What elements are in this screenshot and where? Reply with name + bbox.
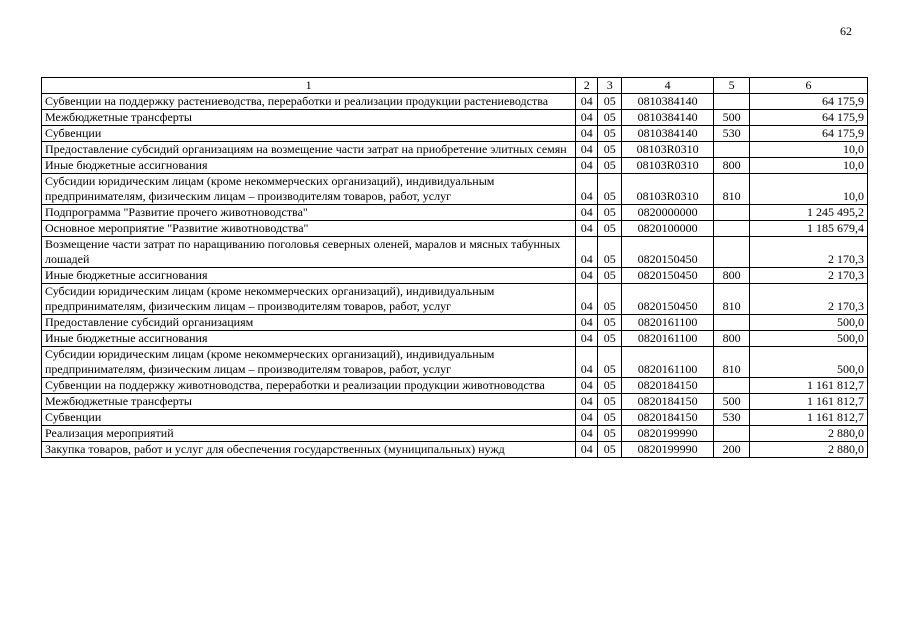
target-article-code: 0820100000: [622, 221, 714, 237]
subsection-code: 05: [598, 426, 622, 442]
item-name: Возмещение части затрат по наращиванию поголовья северных оленей, маралов и мясных табунных лошадей: [42, 237, 576, 268]
table-row: [42, 442, 868, 458]
item-name: Субвенции: [42, 126, 576, 142]
target-article-code: 0820161100: [622, 315, 714, 331]
item-name: Субсидии юридическим лицам (кроме некоммерческих организаций), индивидуальным предпринимателям, физическим лицам – производителям товаров, работ, услуг: [42, 174, 576, 205]
column-header: 3: [598, 78, 622, 94]
expense-type-code: 530: [714, 126, 750, 142]
target-article-code: 08103R0310: [622, 142, 714, 158]
amount-value: 2 170,3: [750, 284, 868, 315]
table-row: [42, 221, 868, 237]
subsection-code: 05: [598, 110, 622, 126]
column-header: 1: [42, 78, 576, 94]
table-row: [42, 237, 868, 268]
amount-value: 2 880,0: [750, 442, 868, 458]
item-name: Субвенции на поддержку растениеводства, переработки и реализации продукции растениеводства: [42, 94, 576, 110]
amount-value: 1 185 679,4: [750, 221, 868, 237]
page-number: 62: [840, 24, 852, 38]
table-row: [42, 268, 868, 284]
section-code: 04: [576, 442, 598, 458]
table-row: [42, 426, 868, 442]
expense-type-code: 800: [714, 331, 750, 347]
item-name: Иные бюджетные ассигнования: [42, 331, 576, 347]
target-article-code: 0810384140: [622, 94, 714, 110]
table-row: [42, 331, 868, 347]
section-code: 04: [576, 331, 598, 347]
expense-type-code: 200: [714, 442, 750, 458]
amount-value: 10,0: [750, 174, 868, 205]
table-row: [42, 205, 868, 221]
subsection-code: 05: [598, 442, 622, 458]
section-code: 04: [576, 110, 598, 126]
expense-type-code: [714, 378, 750, 394]
target-article-code: 0820000000: [622, 205, 714, 221]
subsection-code: 05: [598, 284, 622, 315]
item-name: Предоставление субсидий организациям: [42, 315, 576, 331]
amount-value: 1 161 812,7: [750, 378, 868, 394]
expense-type-code: 500: [714, 110, 750, 126]
table-row: [42, 158, 868, 174]
target-article-code: 08103R0310: [622, 158, 714, 174]
expense-type-code: 810: [714, 174, 750, 205]
subsection-code: 05: [598, 94, 622, 110]
section-code: 04: [576, 174, 598, 205]
section-code: 04: [576, 94, 598, 110]
amount-value: 2 170,3: [750, 268, 868, 284]
item-name: Иные бюджетные ассигнования: [42, 158, 576, 174]
amount-value: 2 880,0: [750, 426, 868, 442]
expense-type-code: 530: [714, 410, 750, 426]
target-article-code: 0820150450: [622, 284, 714, 315]
table-row: [42, 174, 868, 205]
column-header: 2: [576, 78, 598, 94]
item-name: Закупка товаров, работ и услуг для обеспечения государственных (муниципальных) нужд: [42, 442, 576, 458]
expense-type-code: 800: [714, 158, 750, 174]
amount-value: 1 245 495,2: [750, 205, 868, 221]
amount-value: 10,0: [750, 158, 868, 174]
item-name: Субсидии юридическим лицам (кроме некоммерческих организаций), индивидуальным предпринимателям, физическим лицам – производителям товаров, работ, услуг: [42, 284, 576, 315]
target-article-code: 0820184150: [622, 378, 714, 394]
amount-value: 2 170,3: [750, 237, 868, 268]
target-article-code: 0820184150: [622, 394, 714, 410]
budget-table: [41, 77, 868, 458]
target-article-code: 0820184150: [622, 410, 714, 426]
target-article-code: 08103R0310: [622, 174, 714, 205]
amount-value: 10,0: [750, 142, 868, 158]
expense-type-code: 810: [714, 284, 750, 315]
table-row: [42, 410, 868, 426]
section-code: 04: [576, 126, 598, 142]
column-header: 6: [750, 78, 868, 94]
target-article-code: 0820161100: [622, 331, 714, 347]
item-name: Субвенции на поддержку животноводства, переработки и реализации продукции животноводства: [42, 378, 576, 394]
target-article-code: 0820150450: [622, 268, 714, 284]
table-row: [42, 315, 868, 331]
item-name: Субвенции: [42, 410, 576, 426]
target-article-code: 0810384140: [622, 110, 714, 126]
section-code: 04: [576, 315, 598, 331]
amount-value: 500,0: [750, 331, 868, 347]
target-article-code: 0820199990: [622, 442, 714, 458]
subsection-code: 05: [598, 315, 622, 331]
subsection-code: 05: [598, 221, 622, 237]
item-name: Иные бюджетные ассигнования: [42, 268, 576, 284]
section-code: 04: [576, 221, 598, 237]
section-code: 04: [576, 394, 598, 410]
target-article-code: 0820150450: [622, 237, 714, 268]
subsection-code: 05: [598, 126, 622, 142]
subsection-code: 05: [598, 410, 622, 426]
expense-type-code: 500: [714, 394, 750, 410]
target-article-code: 0820161100: [622, 347, 714, 378]
item-name: Основное мероприятие "Развитие животноводства": [42, 221, 576, 237]
subsection-code: 05: [598, 142, 622, 158]
column-header: 4: [622, 78, 714, 94]
item-name: Предоставление субсидий организациям на возмещение части затрат на приобретение элитных семян: [42, 142, 576, 158]
table-row: [42, 110, 868, 126]
table-row: [42, 378, 868, 394]
subsection-code: 05: [598, 347, 622, 378]
table-row: [42, 142, 868, 158]
table-row: [42, 126, 868, 142]
section-code: 04: [576, 142, 598, 158]
subsection-code: 05: [598, 394, 622, 410]
amount-value: 500,0: [750, 347, 868, 378]
section-code: 04: [576, 426, 598, 442]
section-code: 04: [576, 410, 598, 426]
item-name: Межбюджетные трансферты: [42, 394, 576, 410]
amount-value: 1 161 812,7: [750, 394, 868, 410]
amount-value: 64 175,9: [750, 126, 868, 142]
section-code: 04: [576, 347, 598, 378]
table-header-row: [42, 78, 868, 94]
subsection-code: 05: [598, 174, 622, 205]
target-article-code: 0810384140: [622, 126, 714, 142]
expense-type-code: [714, 315, 750, 331]
expense-type-code: [714, 142, 750, 158]
subsection-code: 05: [598, 331, 622, 347]
column-header: 5: [714, 78, 750, 94]
table-row: [42, 347, 868, 378]
section-code: 04: [576, 284, 598, 315]
section-code: 04: [576, 158, 598, 174]
target-article-code: 0820199990: [622, 426, 714, 442]
item-name: Подпрограмма "Развитие прочего животноводства": [42, 205, 576, 221]
subsection-code: 05: [598, 237, 622, 268]
expense-type-code: 800: [714, 268, 750, 284]
amount-value: 64 175,9: [750, 110, 868, 126]
expense-type-code: [714, 221, 750, 237]
table-row: [42, 284, 868, 315]
section-code: 04: [576, 237, 598, 268]
section-code: 04: [576, 378, 598, 394]
subsection-code: 05: [598, 378, 622, 394]
amount-value: 1 161 812,7: [750, 410, 868, 426]
item-name: Межбюджетные трансферты: [42, 110, 576, 126]
expense-type-code: 810: [714, 347, 750, 378]
subsection-code: 05: [598, 268, 622, 284]
table-row: [42, 394, 868, 410]
section-code: 04: [576, 205, 598, 221]
subsection-code: 05: [598, 205, 622, 221]
expense-type-code: [714, 426, 750, 442]
item-name: Реализация мероприятий: [42, 426, 576, 442]
table-body: [42, 94, 868, 458]
expense-type-code: [714, 94, 750, 110]
item-name: Субсидии юридическим лицам (кроме некоммерческих организаций), индивидуальным предпринимателям, физическим лицам – производителям товаров, работ, услуг: [42, 347, 576, 378]
expense-type-code: [714, 205, 750, 221]
amount-value: 64 175,9: [750, 94, 868, 110]
amount-value: 500,0: [750, 315, 868, 331]
subsection-code: 05: [598, 158, 622, 174]
expense-type-code: [714, 237, 750, 268]
section-code: 04: [576, 268, 598, 284]
table-row: [42, 94, 868, 110]
